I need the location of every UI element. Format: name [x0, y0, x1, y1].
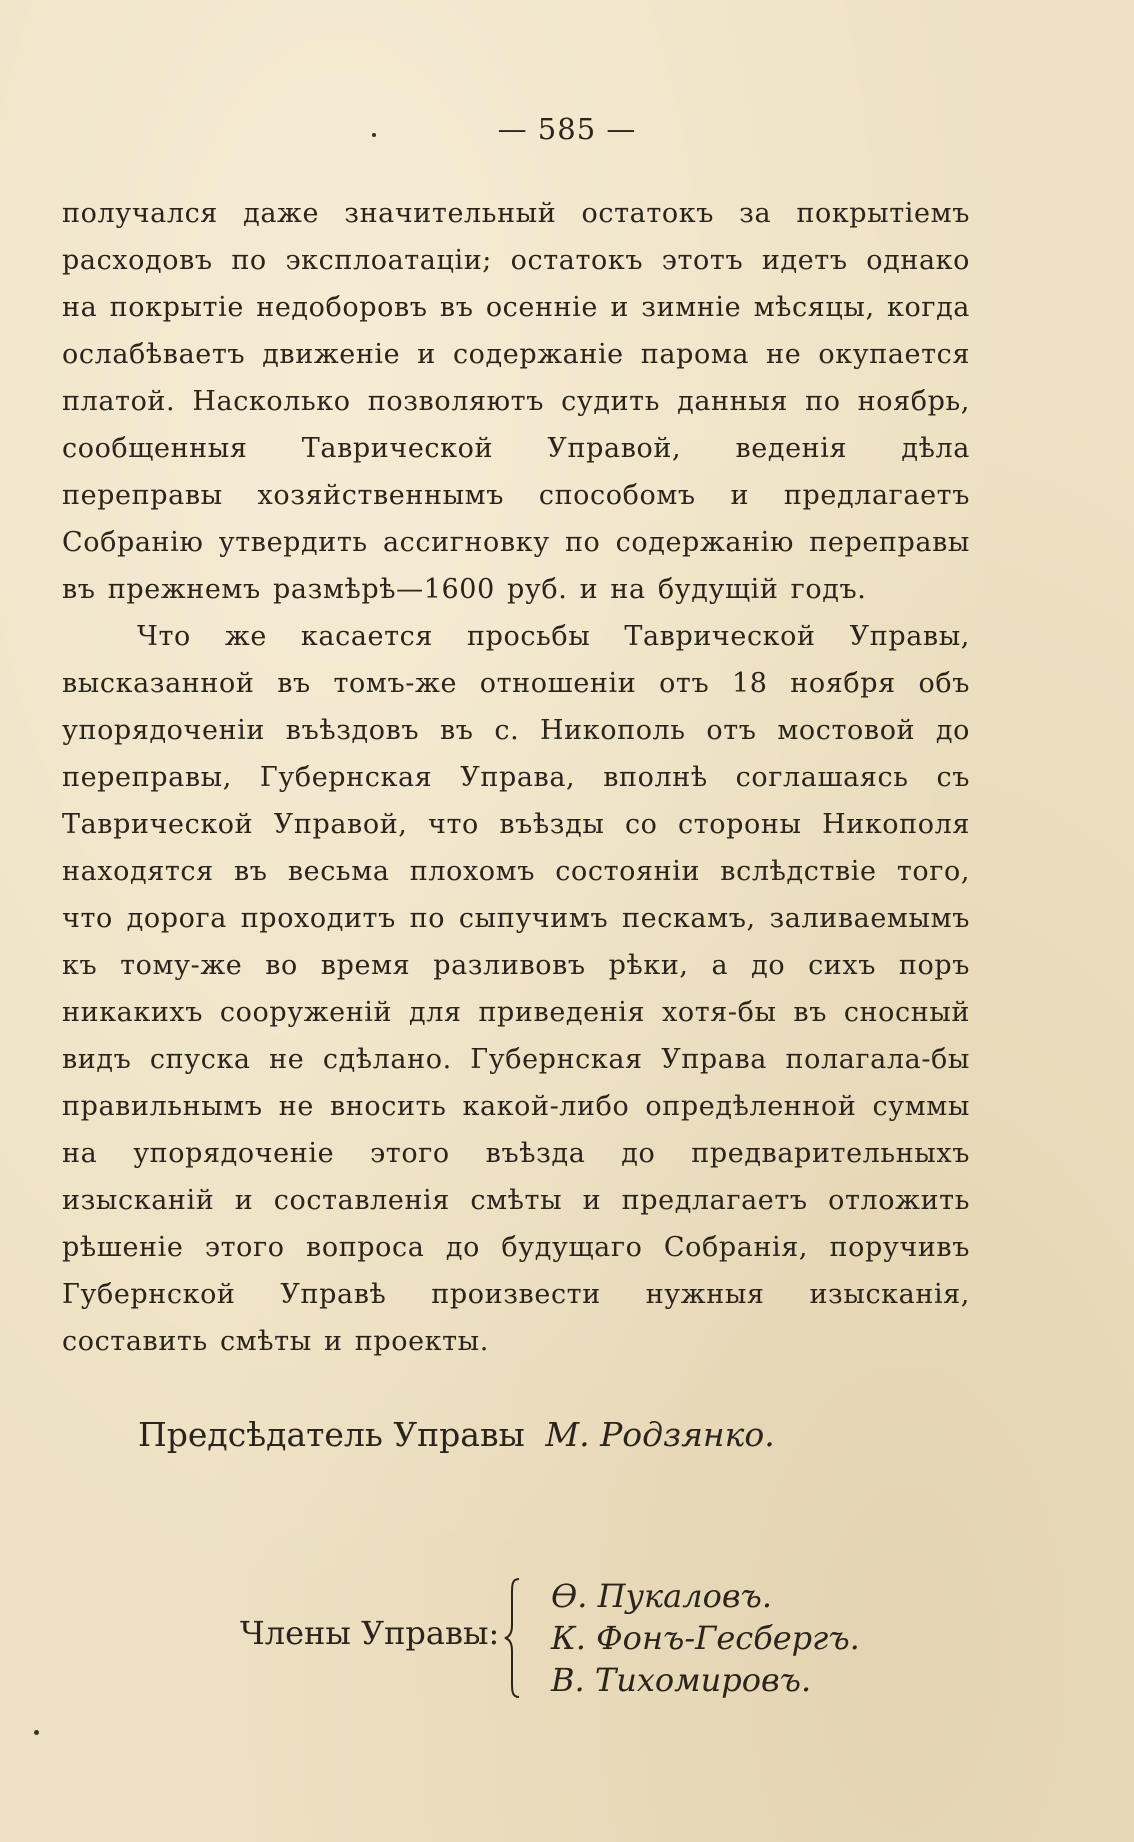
- paragraph-tavria-request: Что же касается просьбы Таврической Управы, высказанной въ томъ-же отношеніи отъ 18 ноября объ упорядоченіи въѣздовъ въ с. Никополь отъ мостовой до переправы, Губернская Управа, вполнѣ соглашаясь съ Таврической Управой, что въѣзды со стороны Никополя находятся въ весьма плохомъ состояніи вслѣдствіе того, что дорога проходитъ по сыпучимъ пескамъ, заливаемымъ къ тому-же во время разливовъ рѣки, а до сихъ поръ никакихъ сооруженій для приведенія хотя-бы въ сносный видъ спуска не сдѣлано. Губернская Управа полагала-бы правильнымъ не вносить какой-либо опредѣленной суммы на упорядоченіе этого въѣзда до предварительныхъ изысканій и составленія смѣты и предлагаетъ отложить рѣшеніе этого вопроса до будущаго Собранія, поручивъ Губернской Управѣ произвести нужныя изысканія, составить смѣты и проекты.: [62, 621, 970, 1357]
- member-name: К. Фонъ-Гесбергъ.: [551, 1619, 860, 1657]
- members-list: [551, 1575, 860, 1701]
- page-number: — 585 —: [497, 112, 637, 146]
- curly-brace-icon: [503, 1577, 525, 1699]
- members-label: Члены Управы:: [240, 1614, 500, 1652]
- board-members: [240, 1575, 940, 1701]
- document-body: [62, 190, 970, 1365]
- ink-speck: [34, 1730, 39, 1735]
- member-name: Ѳ. Пукаловъ.: [551, 1577, 772, 1615]
- chairman-signature: [138, 1415, 775, 1454]
- paragraph-continuation: получался даже значительный остатокъ за покрытіемъ расходовъ по эксплоатаціи; остатокъ этотъ идетъ однако на покрытіе недоборовъ въ осенніе и зимніе мѣсяцы, когда ослабѣваетъ движеніе и содержаніе парома не окупается платой. Насколько позволяютъ судить данныя по ноябрь, сообщенныя Таврической Управой, веденія дѣла переправы хозяйственнымъ способомъ и предлагаетъ Собранію утвердить ассигновку по содержанію переправы въ прежнемъ размѣрѣ—1600 руб. и на будущій годъ.: [62, 198, 970, 605]
- chairman-name: М. Родзянко.: [545, 1415, 775, 1454]
- member-name: В. Тихомировъ.: [551, 1661, 812, 1699]
- chairman-title: Предсѣдатель Управы: [138, 1415, 525, 1454]
